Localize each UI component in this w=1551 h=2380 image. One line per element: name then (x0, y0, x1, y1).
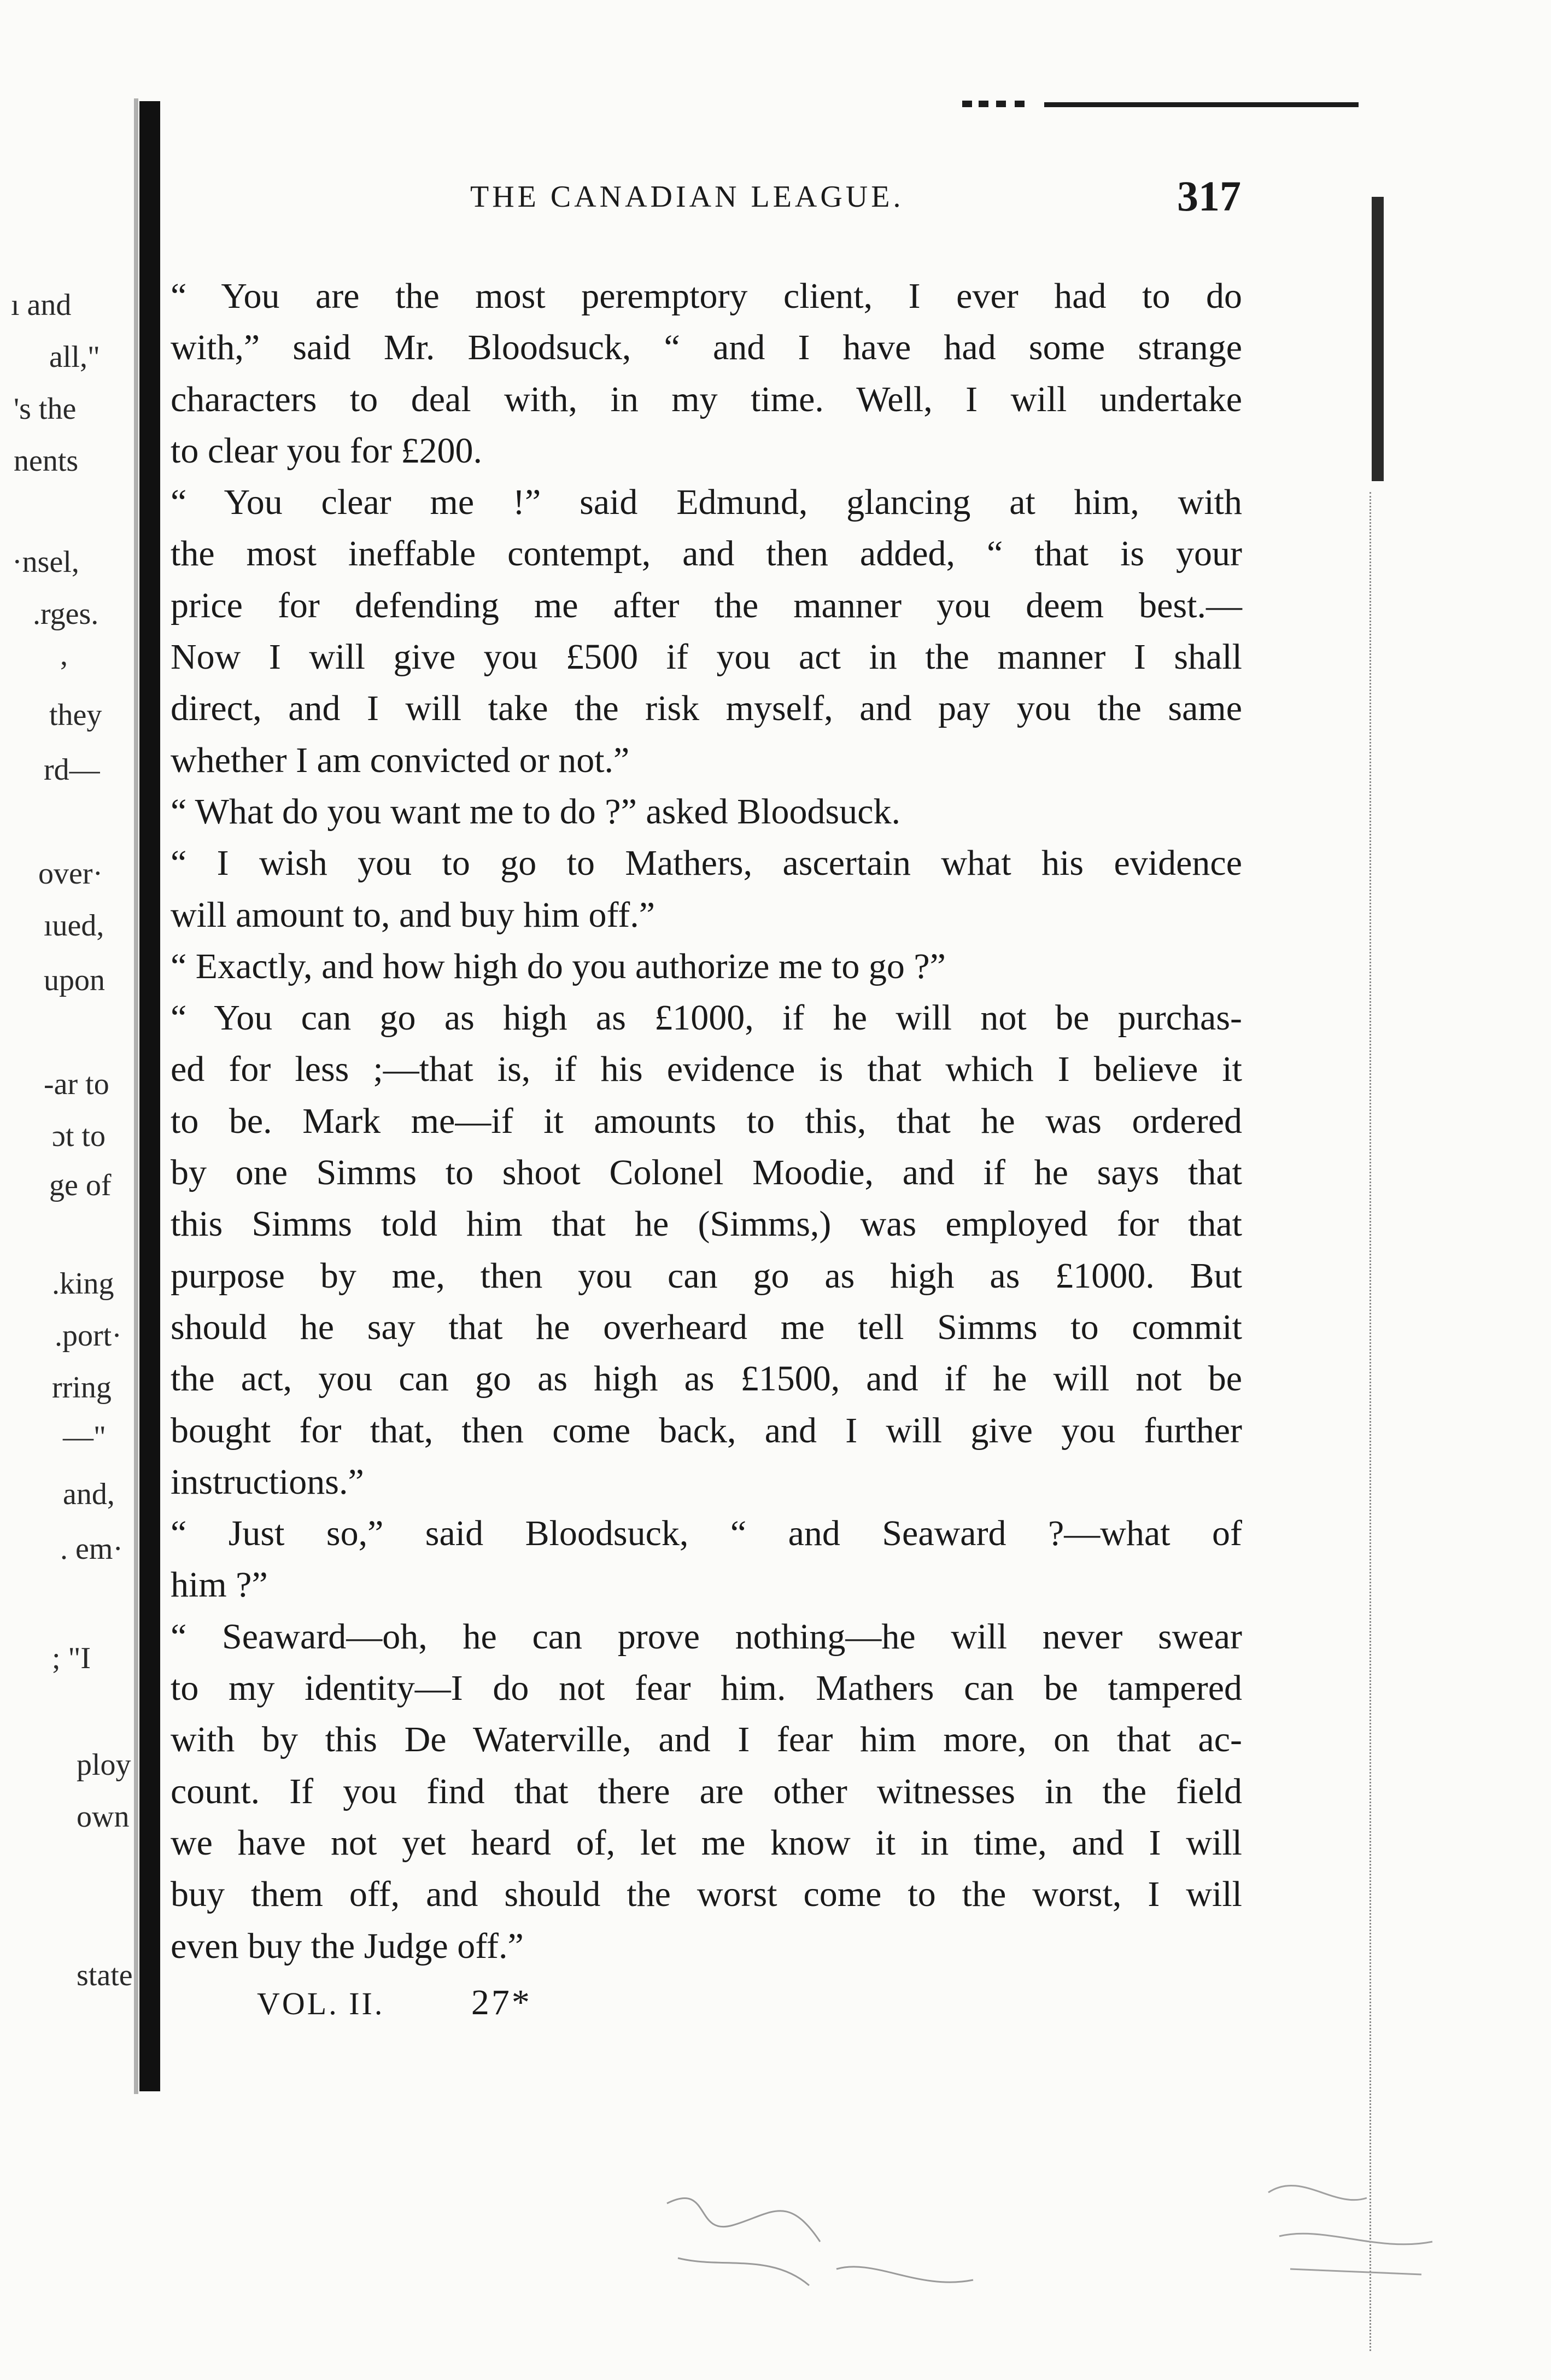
margin-fragment: ·nsel, (12, 545, 79, 579)
binding-shadow (134, 98, 138, 2094)
edge-dots (1369, 492, 1398, 2351)
text-line: should he say that he overheard me tell Simms to commit (171, 1307, 1242, 1347)
margin-fragment: upon (44, 963, 105, 997)
margin-fragment: -ar to (44, 1067, 109, 1101)
text-line: with by this De Waterville, and I fear him more, on that ac- (171, 1720, 1242, 1760)
margin-fragment: rring (52, 1371, 112, 1405)
margin-fragment: ge of (49, 1168, 112, 1202)
text-line: “ You clear me !” said Edmund, glancing at him, with (171, 482, 1242, 523)
text-line: “ You can go as high as £1000, if he will not be purchas- (171, 998, 1242, 1038)
body-text (171, 271, 1242, 1972)
margin-fragment: they (49, 698, 102, 732)
right-edge-artifact (1369, 164, 1391, 2351)
margin-fragment: and, (63, 1477, 115, 1511)
signature-mark: 27* (471, 1983, 532, 2022)
margin-fragment: ɔt to (52, 1119, 106, 1153)
margin-fragment: all," (49, 340, 100, 374)
margin-fragment: over· (38, 857, 103, 891)
rule-dash (962, 101, 972, 107)
margin-fragment: state (77, 1958, 133, 1992)
text-line: instructions.” (171, 1461, 364, 1502)
margin-fragment: .king (52, 1267, 114, 1301)
top-rule (962, 97, 1359, 108)
page-number: 317 (1177, 172, 1241, 220)
text-line: him ?” (171, 1565, 268, 1605)
margin-fragment: . em· (60, 1532, 124, 1566)
margin-fragment: ploy (77, 1748, 131, 1782)
text-line: to clear you for £200. (171, 430, 482, 471)
text-line: to my identity—I do not fear him. Mathers can be tampered (171, 1668, 1242, 1709)
text-line: buy them off, and should the worst come to the worst, I will (171, 1874, 1242, 1915)
margin-fragment: ı and (11, 288, 72, 322)
text-line: with,” said Mr. Bloodsuck, “ and I have had some strange (171, 328, 1242, 368)
margin-fragment: 's the (14, 392, 77, 426)
text-line: characters to deal with, in my time. Well, I will undertake (171, 379, 1242, 419)
text-line: “ What do you want me to do ?” asked Bloodsuck. (171, 791, 900, 832)
text-line: to be. Mark me—if it amounts to this, that he was ordered (171, 1101, 1242, 1141)
text-line: even buy the Judge off.” (171, 1926, 524, 1966)
margin-fragment: nents (14, 444, 79, 478)
edge-bar (1372, 197, 1384, 481)
rule-dash (996, 101, 1006, 107)
text-line: the act, you can go as high as £1500, and if he will not be (171, 1359, 1242, 1399)
text-line: direct, and I will take the risk myself, and pay you the same (171, 688, 1242, 729)
rule-dash (979, 101, 988, 107)
margin-fragment: ; "I (52, 1641, 91, 1675)
margin-fragment: —" (63, 1420, 106, 1454)
margin-fragment: , (60, 638, 68, 672)
text-line: the most ineffable contempt, and then added, “ that is your (171, 534, 1242, 574)
text-line: Now I will give you £500 if you act in the manner I shall (171, 637, 1242, 677)
margin-fragment: rd— (44, 753, 100, 787)
text-line: “ Seaward—oh, he can prove nothing—he will never swear (171, 1616, 1242, 1657)
margin-fragment: .rges. (33, 597, 99, 631)
text-line: whether I am convicted or not.” (171, 740, 630, 780)
text-line: will amount to, and buy him off.” (171, 894, 655, 935)
text-line: price for defending me after the manner you deem best.— (171, 585, 1242, 625)
rule-dash (1044, 102, 1359, 107)
margin-fragment: ıued, (44, 909, 104, 943)
text-line: “ I wish you to go to Mathers, ascertain what his evidence (171, 843, 1242, 884)
margin-fragment: .port· (55, 1319, 122, 1353)
running-title: THE CANADIAN LEAGUE. (470, 180, 904, 214)
pencil-scribble (1257, 2160, 1476, 2296)
text-line: by one Simms to shoot Colonel Moodie, and if he says that (171, 1153, 1242, 1193)
text-line: purpose by me, then you can go as high as £1000. But (171, 1255, 1242, 1296)
binding-gutter (139, 101, 160, 2091)
text-line: ed for less ;—that is, if his evidence is that which I believe it (171, 1049, 1242, 1090)
margin-fragment: own (77, 1800, 130, 1834)
volume-mark: VOL. II. (257, 1986, 385, 2021)
page-header (448, 168, 1241, 229)
text-line: count. If you find that there are other witnesses in the field (171, 1771, 1242, 1811)
rule-dash (1015, 101, 1025, 107)
text-line: this Simms told him that he (Simms,) was employed for that (171, 1204, 1242, 1244)
text-line: bought for that, then come back, and I will give you further (171, 1410, 1242, 1451)
text-line: we have not yet heard of, let me know it in time, and I will (171, 1822, 1242, 1863)
signature-line (257, 1982, 532, 2024)
pencil-scribble (645, 2160, 1028, 2324)
previous-page-margin (0, 0, 137, 2380)
text-line: “ Exactly, and how high do you authorize me to go ?” (171, 946, 946, 986)
text-line: “ You are the most peremptory client, I ever had to do (171, 276, 1242, 316)
text-line: “ Just so,” said Bloodsuck, “ and Seaward ?—what of (171, 1513, 1242, 1554)
